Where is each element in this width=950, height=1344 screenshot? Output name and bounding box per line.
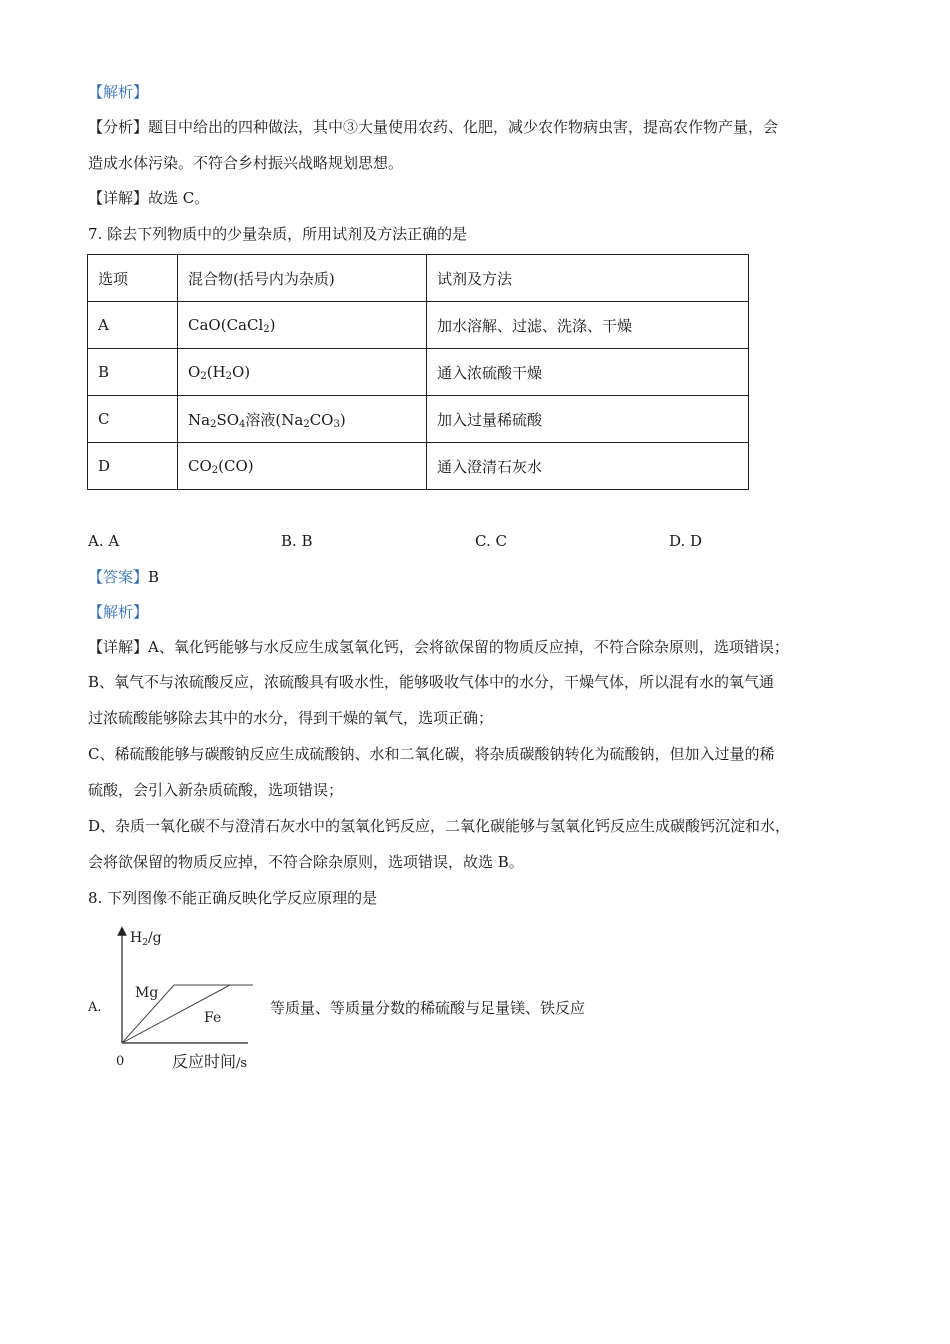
choice-c: C. C (475, 532, 507, 550)
analysis-text: 题目中给出的四种做法，其中③大量使用农药、化肥，减少农作物病虫害，提高农作物产量，会 (148, 118, 779, 136)
table-row (88, 349, 749, 396)
row-option: D (88, 443, 178, 490)
row-method: 通入浓硫酸干燥 (427, 349, 749, 396)
header-method: 试剂及方法 (427, 255, 749, 302)
choice-d: D. D (669, 532, 703, 550)
answer-value: B (148, 568, 160, 586)
choice-a: A. A (88, 532, 120, 550)
table-row (88, 396, 749, 443)
origin-label: 0 (116, 1054, 125, 1069)
answer-paragraph (88, 567, 159, 587)
row-option: B (88, 349, 178, 396)
row-mixture: $O_2(H_2O)$ (178, 349, 427, 396)
row-mixture: $Na_2SO_4$溶液$(Na_2CO_3)$ (178, 396, 427, 443)
choice-b: B. B (281, 532, 313, 550)
analysis-text-line2: 造成水体污染。不符合乡村振兴战略规划思想。 (88, 154, 404, 172)
y-axis-label: $H_2/g$ (130, 930, 162, 948)
detail-line-b1: B、氧气不与浓硫酸反应，浓硫酸具有吸水性，能够吸收气体中的水分，干燥气体，所以混有水的氧气通 (88, 673, 775, 691)
header-option: 选项 (88, 255, 178, 302)
detail-line-c2: 硫酸，会引入新杂质硫酸，选项错误； (88, 781, 344, 799)
analysis-paragraph (88, 117, 778, 137)
row-mixture: $CO_2(CO)$ (178, 443, 427, 490)
row-method: 加入过量稀硫酸 (427, 396, 749, 443)
option-a-label: A. (88, 1000, 102, 1015)
analysis-tag-q7: 【解析】 (88, 603, 149, 621)
mg-label: Mg (135, 985, 159, 1001)
header-mixture: 混合物(括号内为杂质) (178, 255, 427, 302)
answer-tag: 【答案】 (88, 568, 149, 586)
option-a-text: 等质量、等质量分数的稀硫酸与足量镁、铁反应 (270, 999, 586, 1017)
analysis-label: 【分析】 (88, 118, 149, 136)
question-8-stem: 8. 下列图像不能正确反映化学反应原理的是 (88, 889, 378, 907)
detail-label-q7: 【详解】 (88, 638, 149, 656)
x-axis-label: 反应时间/s (172, 1052, 248, 1070)
detail-line-d2: 会将欲保留的物质反应掉，不符合除杂原则，选项错误，故选 B。 (88, 853, 524, 871)
detail-label: 【详解】 (88, 189, 149, 207)
options-table (87, 254, 749, 490)
h2-time-graph (108, 925, 268, 1070)
table-row (88, 443, 749, 490)
detail-line-a: 【详解】A、氧化钙能够与水反应生成氢氧化钙，会将欲保留的物质反应掉，不符合除杂原则，选项错误； (88, 638, 789, 656)
detail-paragraph (88, 188, 209, 208)
row-option: C (88, 396, 178, 443)
row-option: A (88, 302, 178, 349)
question-7-stem: 7. 除去下列物质中的少量杂质，所用试剂及方法正确的是 (88, 225, 468, 243)
row-method: 加水溶解、过滤、洗涤、干燥 (427, 302, 749, 349)
detail-line-c1: C、稀硫酸能够与碳酸钠反应生成硫酸钠、水和二氧化碳，将杂质碳酸钠转化为硫酸钠，但加入过量的稀 (88, 745, 775, 763)
detail-line-b2: 过浓硫酸能够除去其中的水分，得到干燥的氧气，选项正确； (88, 709, 494, 727)
analysis-tag: 【解析】 (88, 83, 149, 101)
detail-text: 故选 C。 (148, 189, 210, 207)
row-mixture: CaO(CaCl$_2$) (178, 302, 427, 349)
table-header-row (88, 255, 749, 302)
table-row (88, 302, 749, 349)
detail-line-d1: D、杂质一氧化碳不与澄清石灰水中的氢氧化钙反应，二氧化碳能够与氢氧化钙反应生成碳酸钙沉淀和水， (88, 817, 791, 835)
row-method: 通入澄清石灰水 (427, 443, 749, 490)
fe-label: Fe (204, 1010, 222, 1026)
